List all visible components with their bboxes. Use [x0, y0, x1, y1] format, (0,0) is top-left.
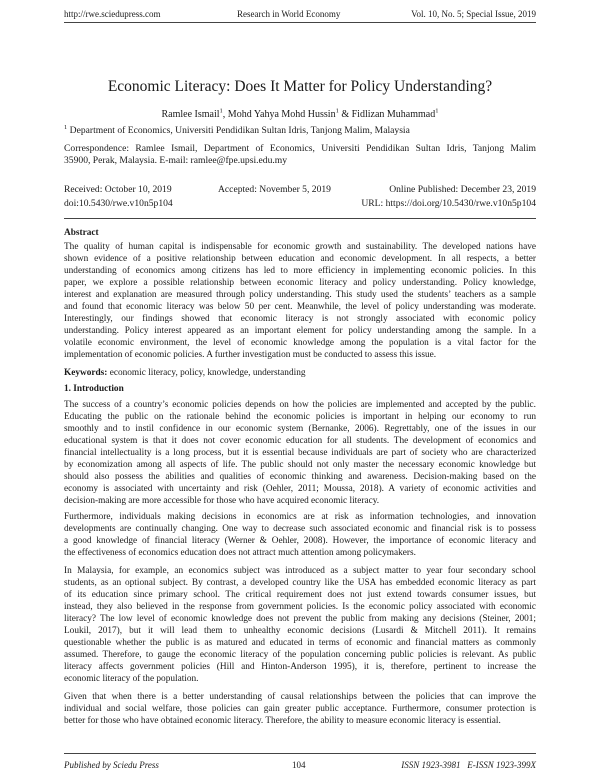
dates-rule [64, 218, 536, 219]
text-line: of its education since primary school. The critical requirement does not just extend towards consumer issues, but [64, 590, 536, 600]
page-number: 104 [292, 760, 306, 770]
keywords-text: economic literacy, policy, knowledge, understanding [107, 368, 306, 378]
text-line: interest and explanation are measured through policy understanding. This study used the students’ teachers as a sample [64, 290, 536, 300]
text-line: students, as an optional subject. By contrast, a developed country like the USA has embedded economic literacy as part [64, 578, 536, 588]
text-line: educational system is that it does not cover economic education for all students. The development of economics and [64, 436, 536, 446]
header-url[interactable]: http://rwe.sciedupress.com [64, 9, 161, 19]
text-line: Interestingly, our findings showed that economic literacy is not strongly associated with economic policy [64, 314, 536, 324]
text-line: volatile economic environment, the level of economic knowledge among the population is a vital factor for the [64, 338, 536, 348]
text-line: paper, we explore a possible relationship between economic literacy and policy understanding. Policy knowledge, [64, 278, 536, 288]
paper-title: Economic Literacy: Does It Matter for Policy Understanding? [107, 78, 493, 95]
doi-url[interactable]: URL: https://doi.org/10.5430/rwe.v10n5p104 [361, 198, 536, 209]
text-line: the effectiveness of economics education does not attract much attention among policymakers. [64, 548, 416, 558]
text-line: and found that economic literacy was below 50 per cent. Meanwhile, the level of policy understanding was moderate. [64, 302, 536, 312]
affiliation-mark: 1 [64, 123, 68, 131]
author-3: & Fidlizan Muhammad [338, 109, 436, 120]
text-line: better for those who have obtained economic literacy. Therefore, the ability to measure economic literacy is essential. [64, 716, 501, 726]
author-1: Ramlee Ismail [161, 109, 220, 120]
affiliation-text: Department of Economics, Universiti Pendidikan Sultan Idris, Tanjong Malim, Malaysia [67, 125, 410, 136]
intro-paragraph-3 [64, 565, 536, 685]
keywords [64, 367, 306, 379]
accepted-date: Accepted: November 5, 2019 [218, 184, 331, 195]
text-line: smoothly and to instil confidence in our economic system (Bernanke, 2006). Regrettably, one of the issues in our [64, 424, 536, 434]
affiliation [64, 125, 410, 137]
correspondence-line-1: Correspondence: Ramlee Ismail, Department of Economics, Universiti Pendidikan Sultan Idris, Tanjong Malim [64, 143, 536, 154]
footer-publisher: Published by Sciedu Press [64, 760, 159, 770]
header-volume: Vol. 10, No. 5; Special Issue, 2019 [411, 9, 536, 19]
author-2: , Mohd Yahya Mohd Hussin [222, 109, 336, 120]
received-date: Received: October 10, 2019 [64, 184, 172, 195]
header-journal: Research in World Economy [237, 9, 341, 19]
correspondence-line-2: 35900, Perak, Malaysia. E-mail: ramlee@fpe.upsi.edu.my [64, 155, 288, 166]
text-line: individual and social welfare, those policies can gain greater public acceptance. Furthermore, consumer protection is [64, 704, 536, 714]
text-line: should also possess the abilities and qualities of economic thinking and awareness. Decision-making based on the [64, 472, 536, 482]
author-list [0, 109, 600, 120]
text-line: The success of a country’s economic policies depends on how the policies are implemented and accepted by the public. [64, 400, 536, 410]
text-line: decision-making are more accessible for those who have acquired economic literacy. [64, 496, 380, 506]
text-line: In Malaysia, for example, an economics subject was introduced as a subject matter to year four secondary school [64, 566, 536, 576]
text-line: financial intellectuality is a long process, but it is essential because individuals are part of society who are characterized [64, 448, 536, 458]
author-1-affiliation-mark: 1 [219, 107, 223, 115]
intro-paragraph-2 [64, 511, 536, 559]
text-line: economic literacy of the population. [64, 674, 199, 684]
doi: doi:10.5430/rwe.v10n5p104 [64, 198, 173, 209]
text-line: Loukil, 2017), but it will lead them to unhealthy economic decisions (Lusardi & Mitchell 2011). It remains [64, 626, 536, 636]
text-line: implementation of economic policies. A further investigation must be conducted to assess this issue. [64, 350, 437, 360]
text-line: assumed. Therefore, to gauge the economic literacy of the population concerning public policies is relevant. As public [64, 650, 536, 660]
text-line: economy is associated with uncertainty and risk (Oehler, 2011; Moussa, 2018). A variety of economic activities and [64, 484, 536, 494]
text-line: by economization among all aspects of life. The public should not only master the necessary economic knowledge but [64, 460, 536, 470]
intro-paragraph-4 [64, 691, 536, 727]
intro-paragraph-1 [64, 399, 536, 507]
text-line: understanding. Policy interest appeared as an important element for policy understanding among the sample. In a [64, 326, 536, 336]
section-heading-introduction: 1. Introduction [64, 384, 124, 394]
keywords-label: Keywords: [64, 368, 108, 378]
published-date: Online Published: December 23, 2019 [389, 184, 536, 195]
abstract-body [64, 241, 536, 361]
author-3-affiliation-mark: 1 [435, 107, 439, 115]
author-2-affiliation-mark: 1 [335, 107, 339, 115]
footer-issn: ISSN 1923-3981 E-ISSN 1923-399X [401, 760, 536, 770]
text-line: a good knowledge of financial literacy (Werner & Oehler, 2008). However, the importance of economic literacy and [64, 536, 536, 546]
text-line: understanding of economics among citizens has led to more efficiency in implementing economic policies. In this [64, 266, 536, 276]
text-line: instead, they also believed in the response from government policies. Is the economic policy associated with economic [64, 602, 536, 612]
abstract-heading: Abstract [64, 228, 99, 238]
text-line: questionable whether the public is as matured and educated in terms of economic and financial matters as commonly [64, 638, 536, 648]
header-rule [64, 22, 536, 23]
text-line: Educating the public on the rationale behind the economic policies is important in helping our economy to run [64, 412, 536, 422]
text-line: literacy? The low level of economic knowledge does not prevent the public from making any decisions (Steiner, 2001; [64, 614, 536, 624]
text-line: Furthermore, individuals making decisions in economics are at risk as information technologies, and innovation [64, 512, 536, 522]
text-line: developments are continually changing. One way to decrease such associated economic and financial risk is to possess [64, 524, 536, 534]
text-line: Given that when there is a better understanding of causal relationships between the policies that can improve the [64, 692, 536, 702]
text-line: literacy affects government policies (Hill and Hinton-Anderson 1995), it is, therefore, pertinent to increase the [64, 662, 536, 672]
text-line: shown evidence of a positive relationship between education and economic development. In all respects, a better [64, 254, 536, 264]
footer-rule [64, 753, 536, 754]
text-line: The quality of human capital is indispensable for economic growth and sustainability. The developed nations have [64, 242, 536, 252]
